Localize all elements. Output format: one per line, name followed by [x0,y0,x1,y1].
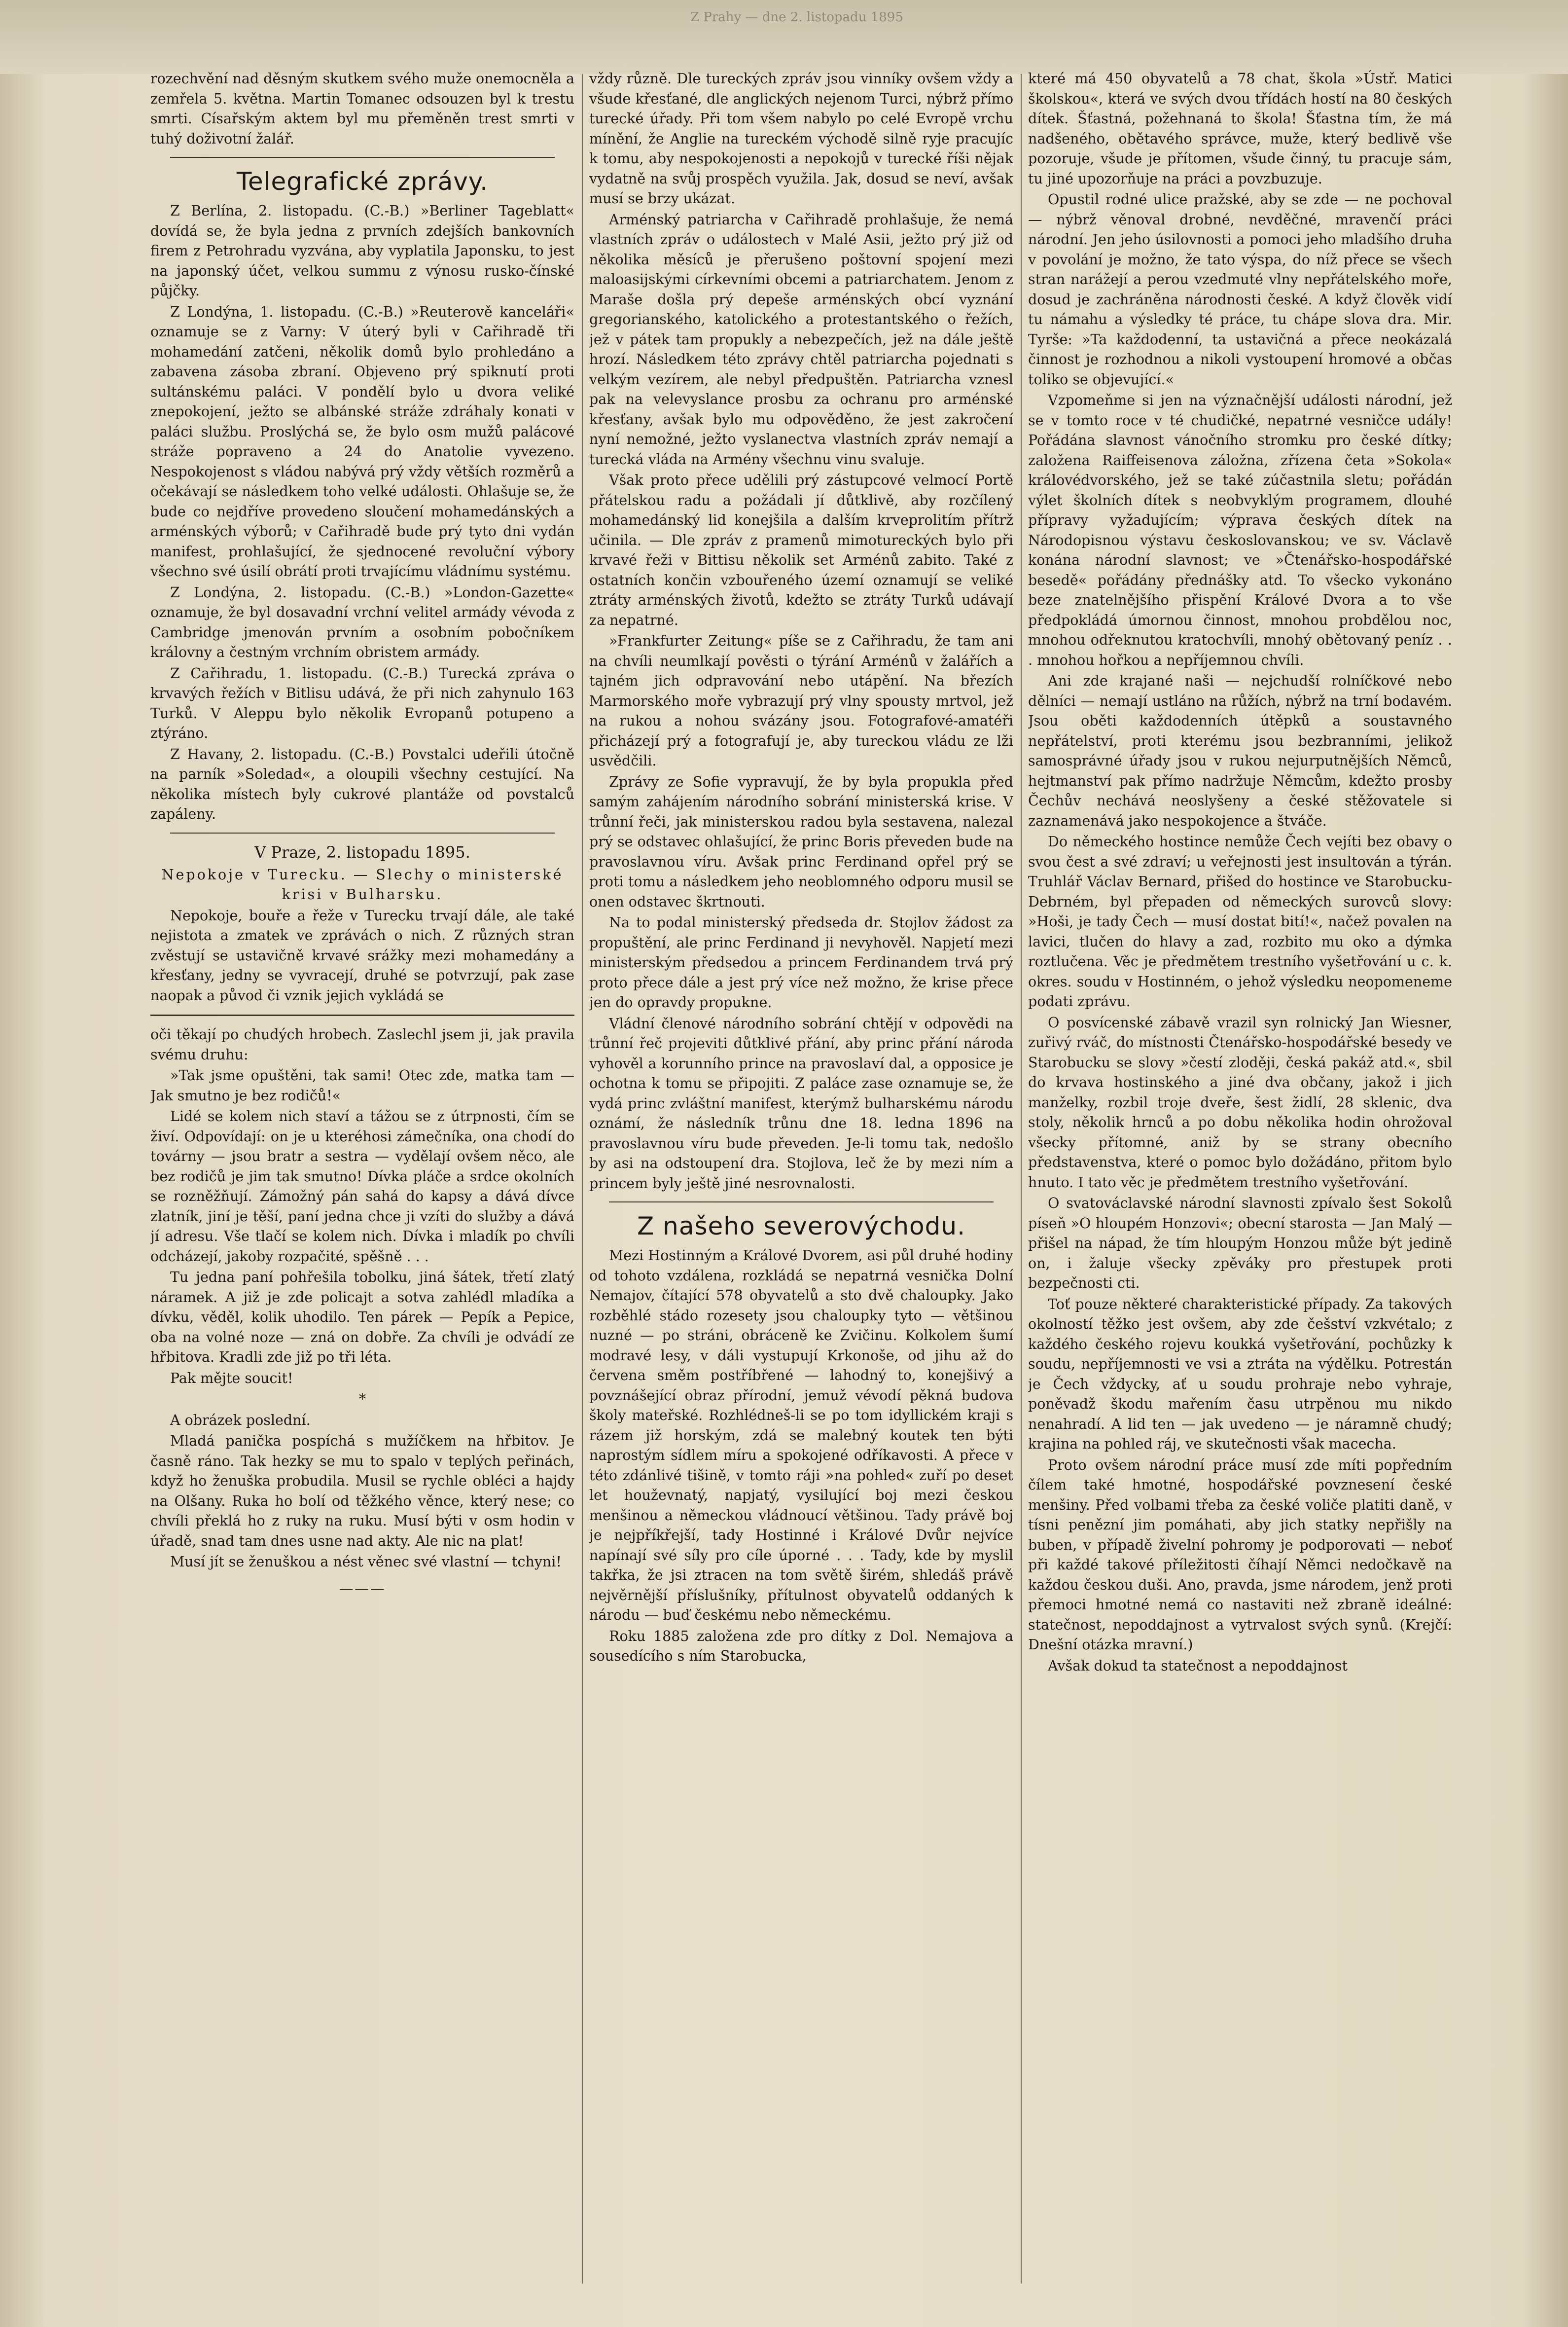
dateline: V Praze, 2. listopadu 1895. [254,842,470,862]
paragraph: Zprávy ze Sofie vypravují, že by byla propukla před samým zahájením národního sobrání ministerská krise. V trůnní řeči, jak ministerskou radou byla sestavena, nalezal prý se odstavec ohlašující, že princ Boris převeden bude na pravoslavnou víru. Avšak princ Ferdinand opřel prý se proti tomu a následkem jeho neoblomného odporu musil se onen odstavec škrtnouti. [589,773,1013,910]
paragraph: Vzpomeňme si jen na význačnější události národní, jež se v tomto roce v té chudičké, nepatrné vesničce udály! Pořádána slavnost vánočního stromku pro české dítky; založena Raiffeisenova záložna, zřízena četa »Sokola« královédvorského, jež se také zúčastnila sletu; pořádán výlet školních dítek s neobvyklým programem, dlouhé přípravy vyžadujícím; výprava českých dítek na Národopisnou výstavu českoslovanskou; ve sv. Václavě konána národní slavnost; ve »Čtenářsko-hospodářské besedě« pořádány přednášky atd. To všecko vykonáno beze znatelnějšího přispění Králové Dvora a to vše předpokládá úmornou činnost, mnohou probdělou noc, mnohou odřeknutou kratochvíli, mnohý obětovaný peníz . . . mnohou hořkou a nepříjemnou chvíli. [1028,392,1452,668]
telegram: Z Londýna, 2. listopadu. (C.-B.) »London-Gazette« oznamuje, že byl dosavadní vrchní velitel armády vévoda z Cambridge jmenován prvním a osobním pobočníkem královny a čestným vrchním obristem armády. [150,584,574,660]
end-dash: ——— [339,1580,386,1597]
paragraph: Mezi Hostinným a Králové Dvorem, asi půl druhé hodiny od tohoto vzdálena, rozkládá se nepatrná vesnička Dolní Nemajov, čítající 578 obyvatelů a sto dvě chaloupky. Jako rozběhlé stádo rozesety jsou chaloupky tyto — většinou nuzné — po stráni, obráceně ke Zvičinu. Kolkolem šumí modravé lesy, v dáli vystupují Krkonoše, od jihu až do červena směm postříbřené — lahodný to, konejšivý a povznášející obraz přírodní, jemuž vévodí pěkná budova školy mateřské. Rozhlédneš-li se po tom idyllickém kraji s rázem již horským, zdá se malebný koutek ten býti naprostým sídlem míru a spokojené odříkavosti. A přece v této zdánlivé tišině, v tomto ráji »na pohled« zuří po deset let houževnatý, napjatý, vysilující boj mezi českou menšinou a německou vládnoucí většinou. Tady právě boj je nejpříkřejší, tady Hostinné i Králové Dvůr nejvíce napínají své síly pro cíle úporné . . . Tady, kde by myslil takřka, že jsi ztracen na tom světě širém, shledáš právě nejvěrnější příslušníky, přítulnost obyvatelů oddaných k národu — buď českému nebo německému. [589,1247,1013,1623]
column-divider [582,74,583,2284]
paragraph: A obrázek poslední. [170,1412,311,1428]
telegram: Z Cařihradu, 1. listopadu. (C.-B.) Turecká zpráva o krvavých řežích v Bitlisu udává, že při nich zahynulo 163 Turků. V Aleppu bylo několik Evropanů potupeno a ztýráno. [150,665,574,741]
section-heading-severovychod: Z našeho severovýchodu. [637,1212,965,1240]
article-subhead: Nepokoje v Turecku. — Slechy o ministerské krisi v Bulharsku. [161,866,564,903]
paragraph: Na to podal ministerský předseda dr. Stojlov žádost za propuštění, ale princ Ferdinand ji nevyhověl. Napjetí mezi ministerským předsedou a princem Ferdinandem trvá prý proto přece dále a jest prý více než možno, že krise přece jen do opravdy propukne. [589,914,1013,1011]
paragraph: Tu jedna paní pohřešila tobolku, jiná šátek, třetí zlatý náramek. A již je zde policajt a sotva zahlédl mladíka a dívku, věděl, kolik uhodilo. Ten párek — Pepík a Pepice, oba na volné noze — zná on dobře. Za chvíli je odvádí ze hřbitova. Kradli zde již po tři léta. [150,1269,574,1365]
paragraph: Lidé se kolem nich staví a tážou se z útrpnosti, čím se živí. Odpovídají: on je u kteréhosi zámečníka, ona chodí do továrny — jsou bratr a sestra — vydělají ovšem něco, ale bez rodičů je jim tak smutno! Dívka pláče a srdce okolních se rozněžňují. Zámožný pán sahá do kapsy a dává dívce zlatník, jiní je těší, paní jedna chce ji vzíti do služby a dává jí adresu. Vše tlačí se kolem nich. Dívka i mladík po chvíli odcházejí, jakoby rozpačité, spěšně . . . [150,1108,574,1265]
paragraph: »Tak jsme opuštěni, tak sami! Otec zde, matka tam — Jak smutno je bez rodičů!« [150,1067,574,1104]
paragraph: Však proto přece udělili prý zástupcové velmocí Portě přátelskou radu a požádali jí důtklivě, aby rozčílený mohamedánský lid konejšila a dalším krveprolitím přítrž učinila. — Dle zpráv z pramenů mimotureckých bylo při krvavé řeži v Bittisu několik set Arménů zabito. Také z ostatních končin vzbouřeného území oznamují se veliké ztráty arménských životů, kdežto se ztráty Turků udávají za nepatrné. [589,472,1013,628]
paragraph: Nepokoje, bouře a řeže v Turecku trvají dále, ale také nejistota a zmatek ve zprávách o nich. Z různých stran zvěstují se ustavičně krvavé srážky mezi mohamedány a křesťany, jedny se vyvracejí, druhé se potvrzují, pak zase naopak a původ či vznik jejich vykládá se [150,907,574,1004]
paragraph: oči těkají po chudých hrobech. Zaslechl jsem ji, jak pravila svému druhu: [150,1026,574,1063]
paragraph: O posvícenské zábavě vrazil syn rolnický Jan Wiesner, zuřivý rváč, do místnosti Čtenářsko-hospodářské besedy ve Starobucku se slovy »čestí zloději, česká pakáž atd.«, sbil do krvava hostinského a jiné dva občany, jakož i jich manželky, rozbil troje dveře, šest židlí, 28 sklenic, dva stoly, několik hrnců a po dobu několika hodin ohrožoval všecky přítomné, aniž by se strany obecního představenstva, které o pomoc bylo dožádáno, přitom bylo hnuto. I tato věc je předmětem trestního vyšetřování. [1028,1014,1452,1191]
paragraph: »Frankfurter Zeitung« píše se z Cařihradu, že tam ani na chvíli neumlkají pověsti o týrání Arménů v žalářích a tajném jich odpravování nebo utápění. Na březích Marmorského moře vybrazují prý vlny spousty mrtvol, jež na rukou a nohou svázány jsou. Fotografové-amatéři přicházejí prý a fotografují je, aby tureckou vládu ze lži usvědčili. [589,633,1013,769]
telegram: Z Berlína, 2. listopadu. (C.-B.) »Berliner Tageblatt« dovídá se, že byla jedna z prvních zdejších bankovních firem z Petrohradu vyzvána, aby vyplatila Japonsku, to jest na japonský účet, velkou summu z výnosu rusko-čínské půjčky. [150,203,574,299]
paragraph: Opustil rodné ulice pražské, aby se zde — ne pochoval — nýbrž věnoval drobné, nevděčné, mravenčí práci národní. Jen jeho úsilovnosti a pomoci jeho mladšího druha v povolání je možno, že tato výspa, do níž přece se všech stran narážejí a perou vzedmuté vlny nepřátelského moře, dosud je zachráněna národnosti české. A když člověk vidí tu námahu a výsledky té práce, tu chápe slova dra. Mir. Tyrše: »Ta každodenní, ta ustavičná a přece neokázalá činnost je rozhodnou a nikoli vystoupení hromové a občas toliko se objevující.« [1028,191,1452,388]
telegram: Z Londýna, 1. listopadu. (C.-B.) »Reuterově kanceláři« oznamuje se z Varny: V úterý byli v Cařihradě tři mohamedání zatčeni, několik domů bylo prohledáno a zabavena zásoba zbraní. Objeveno prý spiknutí proti sultánskému paláci. V pondělí bylo u dvora veliké znepokojení, ježto se albánské stráže zdráhaly konati v paláci službu. Proslýchá se, že bylo osm mužů palácové stráže popraveno a 24 do Anatolie vyvezeno. Nespokojenost s vládou nabývá prý vždy větších rozměrů a očekávají se následkem toho velké události. Ohlašuje se, že bude co nejdříve provedeno sloučení mohamedánských a arménských výborů; v Cařihradě bude prý tyto dni vydán manifest, prohlašující, že sjednocené revoluční výbory všechno své úsilí obrátí proti trvajícímu vládnímu systému. [150,303,574,580]
paragraph: Proto ovšem národní práce musí zde míti popředním čílem také hmotné, hospodářské povznesení české menšiny. Před volbami třeba za české voliče platiti daně, v tísni penězní jim pomáhati, aby jich statky nepřišly na buben, v případě živelní pohromy je podporovati — neboť při každé takové příležitosti číhají Němci nedočkavě na každou českou duši. Ano, pravda, jsme národem, jenž proti přemoci hmotné nemá co nastaviti než zbraně ideálné: statečnost, nepoddajnost a vytrvalost svých synů. (Krejčí: Dnešní otázka mravní.) [1028,1456,1452,1653]
paragraph: Toť pouze některé charakteristické případy. Za takových okolností těžko jest ovšem, aby zde češství vzkvétalo; z každého českého rojevu koukká vyšetřování, pochůzky k soudu, nepříjemnosti ve vsi a ztráta na výdělku. Potrestán je Čech vždycky, ať u soudu prohraje nebo vyhraje, poněvadž škodu mařením času utrpěnou mu nikdo nenahradí. A lid ten — jak uvedeno — je náramně chudý; krajina na pohled ráj, ve skutečnosti však macecha. [1028,1296,1452,1452]
paragraph: O svatováclavské národní slavnosti zpívalo šest Sokolů píseň »O hloupém Honzovi«; obecní starosta — Jan Malý — přišel na nápad, že tím hloupým Honzou může být jedině on, i žaluje všecky zpěváky pro přestupek proti bezpečnosti cti. [1028,1195,1452,1291]
paragraph: které má 450 obyvatelů a 78 chat, škola »Ústř. Matici školskou«, která ve svých dvou třídách hostí na 80 českých dítek. Šťastná, požehnaná to škola! Šťastna tím, že má nadšeného, obětavého správce, muže, který bedlivě vše pozoruje, všude je přítomen, všude činný, tu pracuje sám, tu jiné upozorňuje na práci a povzbuzuje. [1028,71,1452,187]
section-heading-telegraphic: Telegrafické zprávy. [236,167,489,196]
column-2 [589,69,1013,2298]
feuilleton-rule [150,1015,574,1016]
separator [609,1201,994,1202]
paragraph: Vládní členové národního sobrání chtějí v odpovědi na trůnní řeč projeviti důtklivé přání, aby princ přání národa vyhověl a korunního prince na pravoslaví dal, a opposice je ochotna k tomu se připojiti. Z paláce zase oznamuje se, že vydá princ zvláštní manifest, kterýmž bulharskému národu oznámí, že následník trůnu dne 18. ledna 1896 na pravoslavnou víru bude převeden. Je-li tomu tak, nedošlo by asi na odstoupení dra. Stojlova, leč že by mezi ním a princem byly ještě jiné nesrovnalosti. [589,1015,1013,1192]
column-3 [1028,69,1452,2298]
paragraph: Ani zde krajané naši — nejchudší rolníčkové nebo dělníci — nemají ustláno na růžích, nýbrž na trní bodavém. Jsou oběti každodenních útěpků a soustavného nepřátelství, proti kterému jsou bezbranními, jelikož samosprávné úřady jsou v rukou nejurputnějších Němců, hejtmanství pak přímo nadržuje Němcům, kdežto prosby Čechův nechává neoslyšeny a české stěžovatele si zaznamenává jako nespokojence a štváče. [1028,673,1452,829]
paragraph: Mladá panička pospíchá s mužíčkem na hřbitov. Je časně ráno. Tak hezky se mu to spalo v teplých peřinách, když ho ženuška probudila. Musil se rychle obléci a hajdy na Olšany. Ruka ho bolí od těžkého věnce, který nese; co chvíli překlá ho z ruky na ruku. Musí býti v osm hodin v úřadě, snad tam dnes usne nad akty. Ale nic na plat! [150,1433,574,1549]
column-1 [150,69,574,2298]
paragraph: Musí jít se ženuškou a nést věnec své vlastní — tchyni! [170,1554,562,1570]
paragraph: Arménský patriarcha v Cařihradě prohlašuje, že nemá vlastních zpráv o událostech v Malé Asii, ježto prý již od několika měsíců je přerušeno poštovní spojení mezi maloasijskými církevními obcemi a patriarchatem. Jenom z Maraše došla prý depeše arménských obcí vyznání gregorianského, katolického a protestantského o řežích, jež v pátek tam propukly a nebezpečích, jež na dále ještě hrozí. Následkem této zprávy chtěl patriarcha pojednati s velkým vezírem, ale nebyl předpuštěn. Patriarcha vznesl pak na velevyslance prosbu za ochranu pro arménské křesťany, avšak bylo mu odpověděno, že jest zakročení nyní nemožné, ježto vyslanectva vlastních zpráv nemají a turecká vláda na Armény všechnu vinu svaluje. [589,211,1013,468]
paragraph: rozechvění nad děsným skutkem svého muže onemocněla a zemřela 5. května. Martin Tomanec odsouzen byl k trestu smrti. Císařským aktem byl mu přeměněn trest smrti v tuhý doživotní žalář. [150,71,574,147]
separator [170,833,555,834]
separator [170,157,555,158]
paragraph: Avšak dokud ta statečnost a nepoddajnost [1048,1657,1348,1674]
paragraph: Pak mějte soucit! [170,1370,293,1386]
paragraph: Roku 1885 založena zde pro dítky z Dol. Nemajova a sousedícího s ním Starobucka, [589,1628,1013,1664]
column-divider [1021,74,1022,2284]
asterisk: * [358,1391,366,1407]
paragraph: Do německého hostince nemůže Čech vejíti bez obavy o svou čest a své zdraví; u veřejnosti jest insultován a týrán. Truhlář Václav Bernard, přišed do hostince ve Starobucku-Debrném, byl přepaden od německých surovců slovy: »Hoši, je tady Čech — musí dostat bití!«, načež povalen na lavici, tlučen do hlavy a zad, rozbito mu oko a dýmka roztlučena. Věc je předmětem trestního vyšetřování u c. k. okres. soudu v Hostinném, o jehož výsledku neopomeneme podati zprávu. [1028,834,1452,1010]
top-strip-text: Z Prahy — dne 2. listopadu 1895 [690,10,903,25]
telegram: Z Havany, 2. listopadu. (C.-B.) Povstalci udeřili útočně na parník »Soledad«, a oloupili všechny cestující. Na několika místech byly cukrové plantáže od povstalců zapáleny. [150,746,574,822]
paragraph: vždy různě. Dle tureckých zpráv jsou vinníky ovšem vždy a všude křesťané, dle anglických nejenom Turci, nýbrž přímo turecké úřady. Při tom všem nabylo po celé Evropě vrchu mínění, že Anglie na tureckém východě silně ryje pracujíc k tomu, aby nespokojenosti a nepokojů v turecké říši nějak vydatně na svůj prospěch využila. Jak, dosud se neví, avšak musí se brzy ukázat. [589,71,1013,207]
